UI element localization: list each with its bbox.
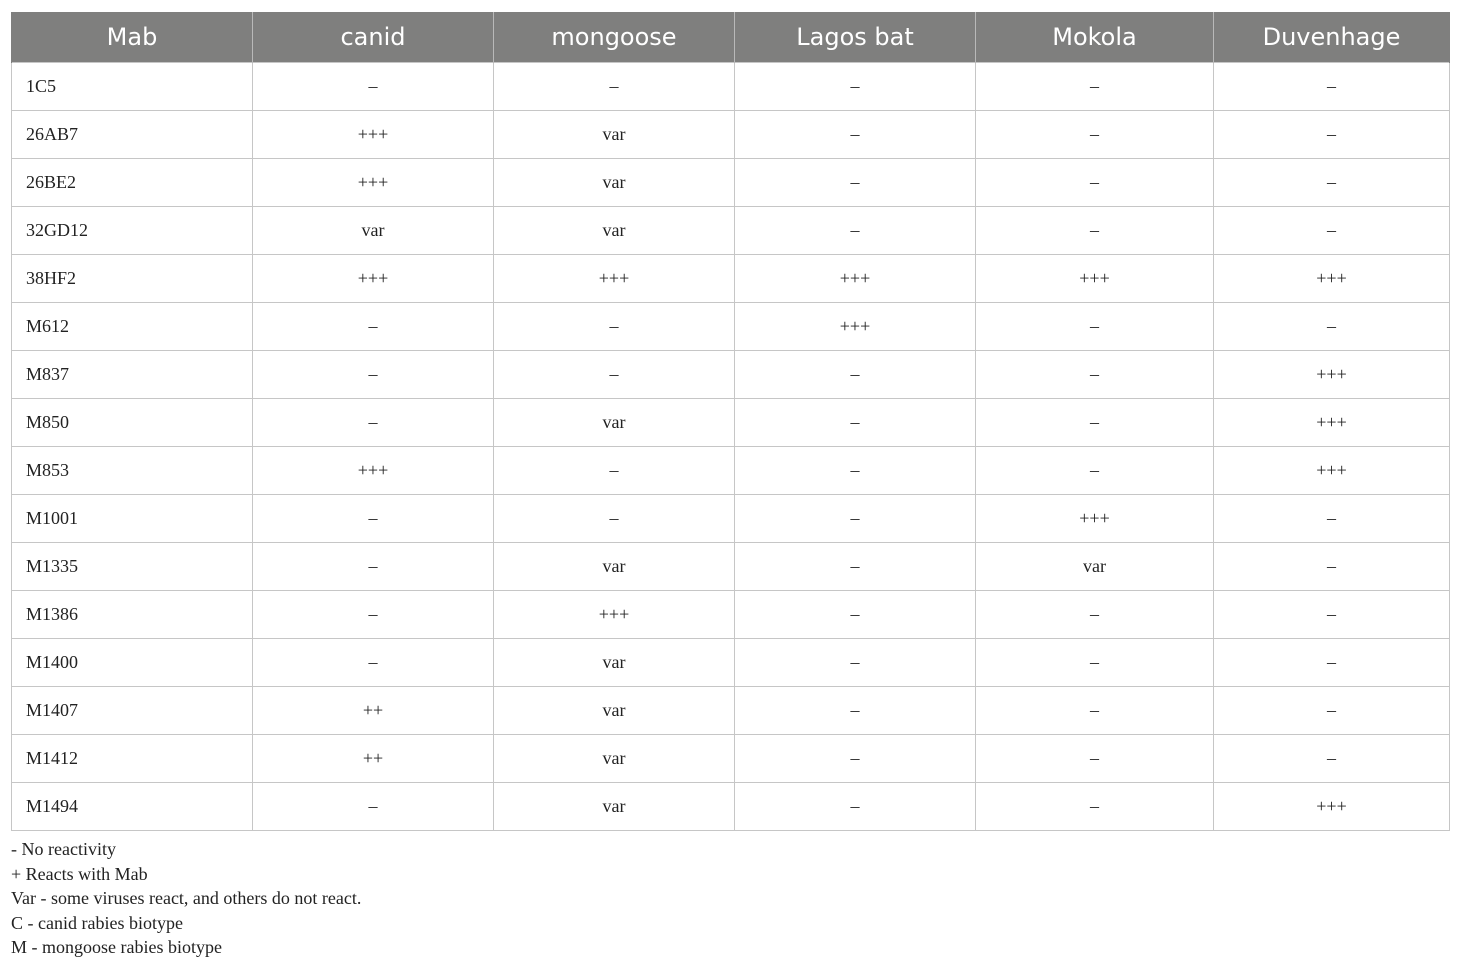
reactivity-cell: ++	[253, 687, 494, 735]
footnote-reacts: + Reacts with Mab	[11, 863, 148, 884]
mab-name-cell: M1001	[12, 495, 253, 543]
footnote-no-reactivity: - No reactivity	[11, 839, 116, 859]
reactivity-cell: –	[976, 111, 1214, 159]
reactivity-cell: –	[735, 159, 976, 207]
table-footnotes	[11, 837, 361, 960]
reactivity-cell: +++	[253, 159, 494, 207]
reactivity-cell: –	[253, 591, 494, 639]
reactivity-cell: var	[494, 687, 735, 735]
mab-name-cell: 32GD12	[12, 207, 253, 255]
table-row	[12, 591, 1450, 639]
reactivity-cell: +++	[1214, 351, 1450, 399]
table-header-row	[12, 12, 1450, 63]
reactivity-cell: +++	[253, 447, 494, 495]
reactivity-cell: –	[735, 351, 976, 399]
reactivity-cell: –	[735, 207, 976, 255]
header-duvenhage: Duvenhage	[1214, 12, 1450, 63]
reactivity-cell: +++	[735, 255, 976, 303]
reactivity-cell: –	[1214, 687, 1450, 735]
reactivity-cell: –	[1214, 639, 1450, 687]
reactivity-cell: +++	[494, 255, 735, 303]
mab-name-cell: M1407	[12, 687, 253, 735]
table-row	[12, 639, 1450, 687]
table-body	[12, 63, 1450, 831]
reactivity-cell: –	[976, 639, 1214, 687]
reactivity-cell: –	[735, 111, 976, 159]
reactivity-cell: –	[253, 63, 494, 111]
reactivity-cell: –	[976, 447, 1214, 495]
header-mongoose: mongoose	[494, 12, 735, 63]
reactivity-cell: –	[976, 303, 1214, 351]
table-row	[12, 735, 1450, 783]
footnote-var: Var - some viruses react, and others do not react.	[11, 888, 362, 909]
reactivity-cell: var	[253, 207, 494, 255]
reactivity-cell: –	[1214, 63, 1450, 111]
reactivity-cell: –	[253, 639, 494, 687]
reactivity-cell: –	[1214, 591, 1450, 639]
reactivity-cell: +++	[976, 255, 1214, 303]
reactivity-cell: –	[253, 783, 494, 831]
header-canid: canid	[253, 12, 494, 63]
table-row	[12, 495, 1450, 543]
mab-name-cell: 26BE2	[12, 159, 253, 207]
reactivity-cell: –	[735, 543, 976, 591]
mab-name-cell: M853	[12, 447, 253, 495]
mab-name-cell: M1400	[12, 639, 253, 687]
reactivity-cell: var	[494, 639, 735, 687]
mab-name-cell: 38HF2	[12, 255, 253, 303]
reactivity-cell: var	[494, 159, 735, 207]
reactivity-cell: var	[494, 399, 735, 447]
reactivity-cell: var	[494, 111, 735, 159]
reactivity-cell: –	[735, 783, 976, 831]
table-row	[12, 783, 1450, 831]
reactivity-cell: –	[494, 303, 735, 351]
reactivity-cell: ++	[253, 735, 494, 783]
reactivity-cell: –	[976, 351, 1214, 399]
table-row	[12, 399, 1450, 447]
reactivity-cell: –	[735, 399, 976, 447]
table-row	[12, 687, 1450, 735]
reactivity-cell: –	[494, 495, 735, 543]
table-row	[12, 255, 1450, 303]
reactivity-cell: –	[976, 63, 1214, 111]
reactivity-cell: –	[253, 543, 494, 591]
mab-name-cell: 26AB7	[12, 111, 253, 159]
reactivity-cell: +++	[253, 255, 494, 303]
reactivity-cell: –	[253, 351, 494, 399]
reactivity-cell: –	[735, 447, 976, 495]
table-row	[12, 543, 1450, 591]
reactivity-cell: +++	[253, 111, 494, 159]
reactivity-cell: var	[494, 783, 735, 831]
reactivity-cell: –	[1214, 735, 1450, 783]
table-row	[12, 447, 1450, 495]
header-mab: Mab	[12, 12, 253, 63]
reactivity-cell: var	[494, 735, 735, 783]
mab-name-cell: M1335	[12, 543, 253, 591]
header-lagos-bat: Lagos bat	[735, 12, 976, 63]
reactivity-cell: –	[735, 735, 976, 783]
reactivity-cell: –	[735, 591, 976, 639]
table-row	[12, 63, 1450, 111]
reactivity-cell: –	[735, 639, 976, 687]
reactivity-cell: –	[976, 159, 1214, 207]
reactivity-cell: –	[1214, 543, 1450, 591]
reactivity-cell: –	[735, 687, 976, 735]
reactivity-cell: +++	[1214, 783, 1450, 831]
reactivity-cell: –	[976, 735, 1214, 783]
table-row	[12, 351, 1450, 399]
reactivity-cell: –	[735, 495, 976, 543]
reactivity-cell: –	[494, 351, 735, 399]
reactivity-cell: +++	[735, 303, 976, 351]
footnote-mongoose-biotype: M - mongoose rabies biotype	[11, 937, 222, 958]
footnote-canid-biotype: C - canid rabies biotype	[11, 912, 183, 933]
reactivity-cell: –	[253, 399, 494, 447]
reactivity-cell: var	[494, 207, 735, 255]
header-mokola: Mokola	[976, 12, 1214, 63]
reactivity-cell: –	[253, 495, 494, 543]
reactivity-cell: –	[976, 399, 1214, 447]
reactivity-cell: –	[976, 783, 1214, 831]
reactivity-cell: +++	[976, 495, 1214, 543]
reactivity-cell: var	[976, 543, 1214, 591]
reactivity-cell: +++	[494, 591, 735, 639]
reactivity-cell: +++	[1214, 255, 1450, 303]
mab-name-cell: M1386	[12, 591, 253, 639]
table-row	[12, 111, 1450, 159]
mab-name-cell: M612	[12, 303, 253, 351]
table-row	[12, 159, 1450, 207]
mab-reactivity-table	[11, 12, 1450, 831]
reactivity-cell: –	[1214, 207, 1450, 255]
mab-name-cell: 1C5	[12, 63, 253, 111]
reactivity-cell: var	[494, 543, 735, 591]
reactivity-cell: –	[494, 63, 735, 111]
mab-name-cell: M1494	[12, 783, 253, 831]
mab-name-cell: M837	[12, 351, 253, 399]
reactivity-cell: –	[735, 63, 976, 111]
mab-name-cell: M1412	[12, 735, 253, 783]
reactivity-cell: –	[494, 447, 735, 495]
mab-name-cell: M850	[12, 399, 253, 447]
table-row	[12, 303, 1450, 351]
reactivity-cell: +++	[1214, 447, 1450, 495]
reactivity-cell: –	[1214, 495, 1450, 543]
reactivity-cell: –	[1214, 303, 1450, 351]
reactivity-cell: –	[1214, 159, 1450, 207]
reactivity-cell: +++	[1214, 399, 1450, 447]
reactivity-cell: –	[976, 687, 1214, 735]
reactivity-cell: –	[976, 207, 1214, 255]
reactivity-cell: –	[253, 303, 494, 351]
table-row	[12, 207, 1450, 255]
reactivity-cell: –	[1214, 111, 1450, 159]
reactivity-cell: –	[976, 591, 1214, 639]
